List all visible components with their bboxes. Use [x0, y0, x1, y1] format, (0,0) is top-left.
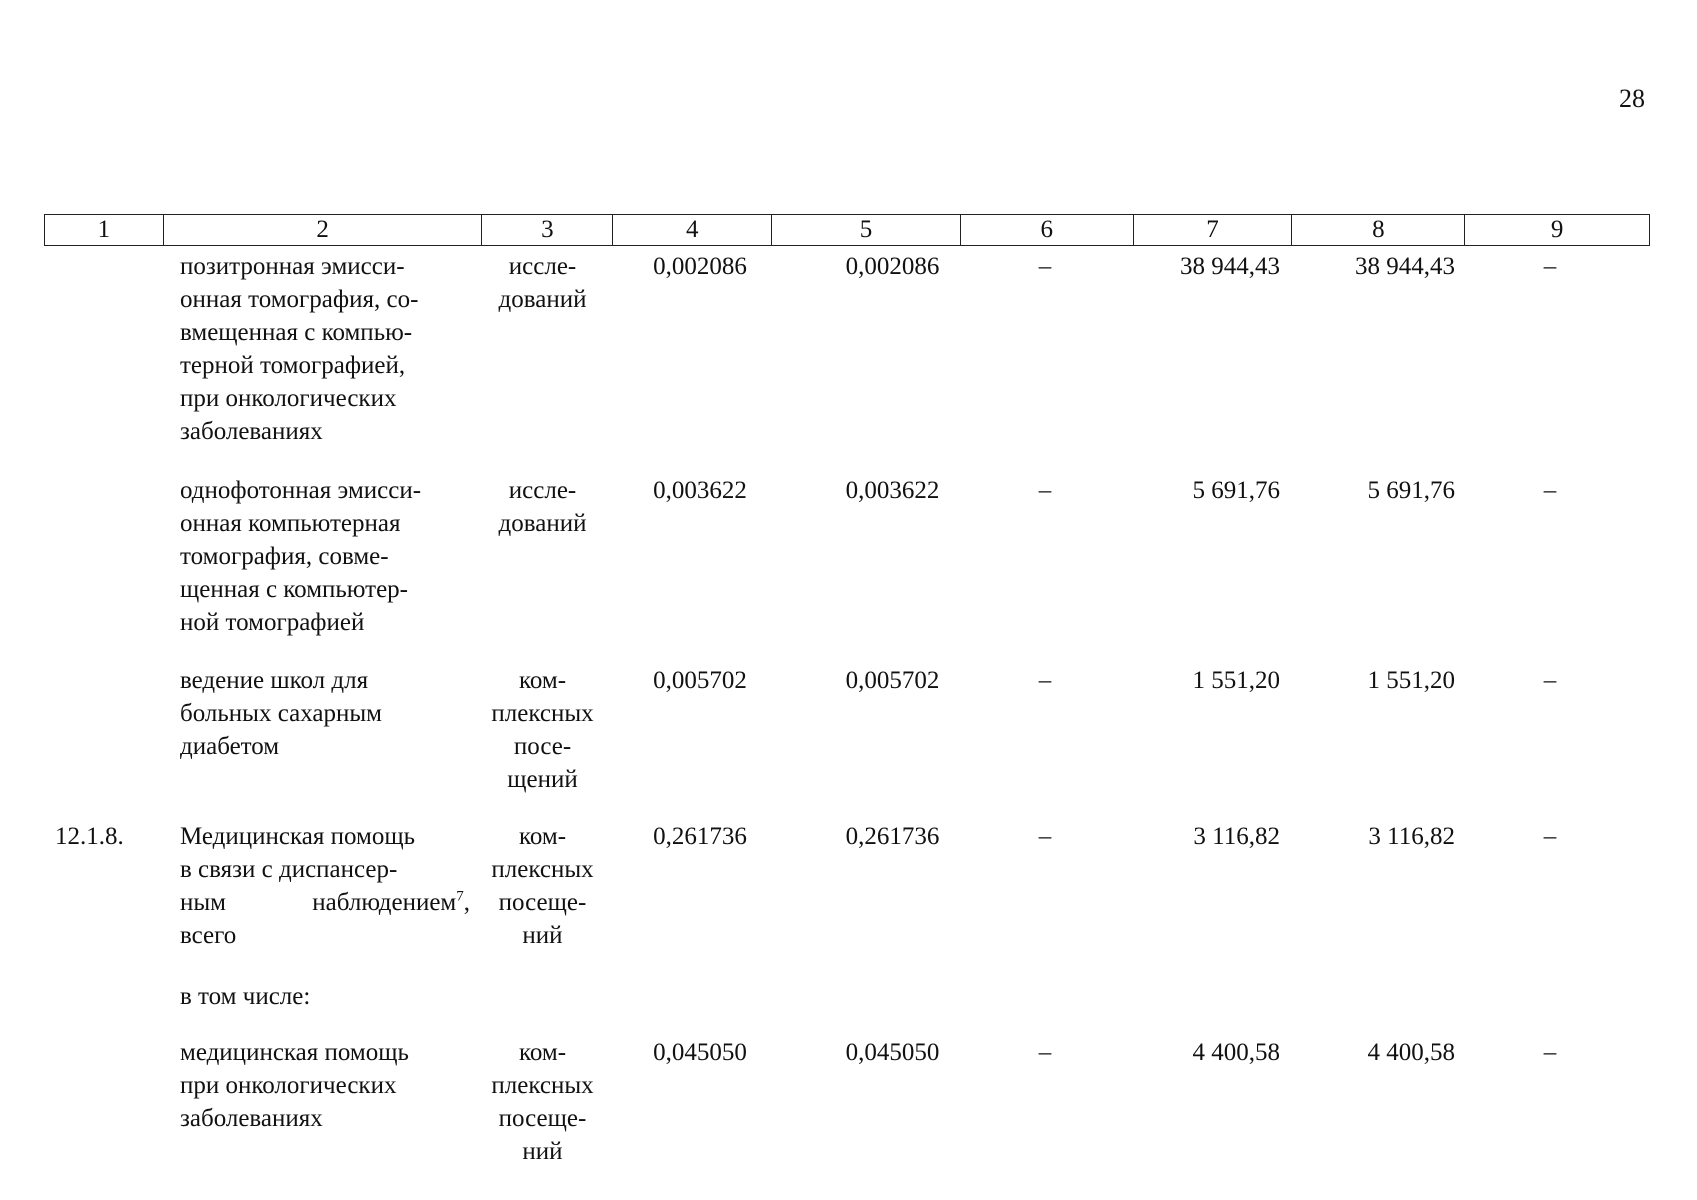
- unit-line: ком-: [518, 1039, 567, 1066]
- cell-col6: –: [1038, 1039, 1052, 1066]
- cell-col7: 4 400,58: [1192, 1039, 1280, 1066]
- row-name: [180, 474, 470, 639]
- header-cell-4: 4: [613, 215, 772, 245]
- unit-line: посеще-: [498, 1105, 587, 1132]
- row-unit: [480, 1036, 605, 1168]
- cell-col9: –: [1543, 253, 1557, 280]
- name-line: ной томографией: [180, 609, 365, 636]
- cell-col7: 3 116,82: [1193, 823, 1280, 850]
- name-line: однофотонная эмисси-: [180, 477, 422, 504]
- name-line: при онкологических: [180, 1072, 397, 1099]
- row-name: [180, 820, 470, 952]
- cell-col5: 0,045050: [845, 1039, 940, 1066]
- unit-line: плексных: [491, 856, 594, 883]
- row-unit: [480, 250, 605, 316]
- unit-line: ний: [522, 1138, 563, 1165]
- row-name: [180, 664, 470, 763]
- name-line: вмещенная с компью-: [180, 319, 413, 346]
- cell-col9: –: [1543, 477, 1557, 504]
- cell-col5: 0,261736: [845, 823, 940, 850]
- name-line: диабетом: [180, 733, 280, 760]
- cell-col8: 4 400,58: [1367, 1039, 1455, 1066]
- unit-line: ний: [522, 922, 563, 949]
- unit-line: иссле-: [508, 253, 577, 280]
- unit-line: плексных: [491, 700, 594, 727]
- header-cell-7: 7: [1134, 215, 1293, 245]
- name-line: Медицинская помощь: [180, 823, 415, 850]
- cell-col7: 38 944,43: [1180, 253, 1280, 280]
- cell-col6: –: [1038, 823, 1052, 850]
- name-line: всего: [180, 922, 237, 949]
- header-cell-5: 5: [772, 215, 961, 245]
- header-cell-2: 2: [164, 215, 483, 245]
- unit-line: плексных: [491, 1072, 594, 1099]
- unit-line: щений: [507, 766, 578, 793]
- name-line: щенная с компьютер-: [180, 576, 408, 603]
- name-line: медицинская помощь: [180, 1039, 409, 1066]
- cell-col9: –: [1543, 1039, 1557, 1066]
- name-line: заболеваниях: [180, 418, 323, 445]
- cell-col4: 0,045050: [653, 1039, 747, 1066]
- row-unit: [480, 474, 605, 540]
- cell-col8: 5 691,76: [1367, 477, 1455, 504]
- cell-col7: 5 691,76: [1192, 477, 1280, 504]
- cell-col6: –: [1038, 253, 1052, 280]
- name-line-text: ным наблюдением: [180, 889, 457, 916]
- cell-col8: 3 116,82: [1368, 823, 1455, 850]
- header-cell-6: 6: [961, 215, 1134, 245]
- row-number: 12.1.8.: [55, 823, 124, 850]
- cell-col6: –: [1038, 477, 1052, 504]
- name-line: позитронная эмисси-: [180, 253, 405, 280]
- name-line: томография, совме-: [180, 543, 389, 570]
- cell-col8: 1 551,20: [1367, 667, 1455, 694]
- footnote-marker: 7: [456, 888, 464, 905]
- unit-line: дований: [498, 286, 587, 313]
- cell-col5: 0,002086: [845, 253, 940, 280]
- name-line: ведение школ для: [180, 667, 369, 694]
- row-name: [180, 980, 470, 1013]
- page-number: 28: [1619, 84, 1645, 113]
- row-name: [180, 1036, 470, 1135]
- header-cell-3: 3: [482, 215, 613, 245]
- name-line: терной томографией,: [180, 352, 406, 379]
- cell-col9: –: [1543, 667, 1557, 694]
- cell-col5: 0,003622: [845, 477, 940, 504]
- unit-line: дований: [498, 510, 587, 537]
- unit-line: ком-: [518, 667, 567, 694]
- row-unit: [480, 820, 605, 952]
- header-cell-8: 8: [1292, 215, 1465, 245]
- cell-col4: 0,261736: [653, 823, 747, 850]
- table-header: [44, 214, 1650, 246]
- row-name: [180, 250, 470, 448]
- cell-col9: –: [1543, 823, 1557, 850]
- name-line: ным наблюдением$^7$,: [180, 888, 470, 916]
- name-line: онная компьютерная: [180, 510, 401, 537]
- cell-col6: –: [1038, 667, 1052, 694]
- header-cell-9: 9: [1550, 216, 1564, 243]
- cell-col4: 0,005702: [653, 667, 747, 694]
- unit-line: ком-: [518, 823, 567, 850]
- unit-line: иссле-: [508, 477, 577, 504]
- name-line: в том числе:: [180, 983, 311, 1010]
- cell-col8: 38 944,43: [1355, 253, 1455, 280]
- name-line: больных сахарным: [180, 700, 382, 727]
- unit-line: посе-: [513, 733, 572, 760]
- name-line: в связи с диспансер-: [180, 856, 398, 883]
- cell-col4: 0,003622: [653, 477, 747, 504]
- cell-col7: 1 551,20: [1192, 667, 1280, 694]
- header-cell-1: 1: [45, 215, 164, 245]
- row-unit: [480, 664, 605, 796]
- name-line: онная томография, со-: [180, 286, 419, 313]
- name-line: заболеваниях: [180, 1105, 323, 1132]
- name-line: при онкологических: [180, 385, 397, 412]
- cell-col4: 0,002086: [653, 253, 747, 280]
- unit-line: посеще-: [498, 889, 587, 916]
- cell-col5: 0,005702: [845, 667, 940, 694]
